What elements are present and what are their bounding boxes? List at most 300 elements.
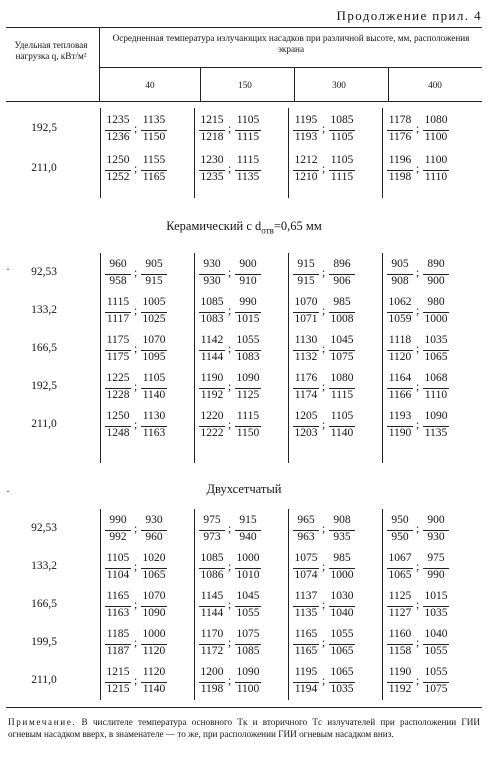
fraction-bar <box>293 350 319 351</box>
fraction-bar <box>293 170 319 171</box>
temperature-cell <box>195 296 265 328</box>
separator: ; <box>416 599 420 611</box>
primary-top-value: 930 <box>203 258 221 270</box>
separator: ; <box>134 305 138 317</box>
separator: ; <box>322 123 326 135</box>
temperature-cell <box>383 334 453 366</box>
separator: ; <box>228 381 232 393</box>
fraction-bar <box>423 312 449 313</box>
row-heat-load: 211,0 <box>31 674 57 686</box>
primary-bottom-value: 1165 <box>294 645 318 657</box>
column-group-title: Осредненная температура излучающих насадков при различной высоте, мм, расположения экрана <box>112 33 470 54</box>
temperature-cell <box>289 114 359 146</box>
primary-bottom-value: 958 <box>109 275 127 287</box>
primary-bottom-value: 930 <box>203 275 221 287</box>
primary-bottom-value: 1252 <box>106 171 130 183</box>
row-heat-load: 211,0 <box>31 162 57 174</box>
primary-bottom-value: 1222 <box>200 427 224 439</box>
row-heat-load: 199,5 <box>31 636 57 648</box>
primary-bottom-value: 1176 <box>388 131 412 143</box>
secondary-bottom-value: 900 <box>427 275 445 287</box>
fraction-bar <box>235 426 261 427</box>
secondary-bottom-value: 1040 <box>330 607 354 619</box>
primary-top-value: 1185 <box>106 628 130 640</box>
fraction-bar <box>423 274 449 275</box>
secondary-top-value: 990 <box>239 296 257 308</box>
fraction-bar <box>329 426 355 427</box>
secondary-bottom-value: 935 <box>333 531 351 543</box>
separator: ; <box>416 163 420 175</box>
separator: ; <box>134 599 138 611</box>
secondary-top-value: 900 <box>239 258 257 270</box>
fraction-bar <box>235 568 261 569</box>
secondary-bottom-value: 1105 <box>330 131 354 143</box>
row-heat-load: 166,5 <box>31 598 57 610</box>
secondary-bottom-value: 1100 <box>236 683 260 695</box>
secondary-bottom-value: 1015 <box>236 313 260 325</box>
fraction-bar <box>293 568 319 569</box>
fraction-bar <box>329 568 355 569</box>
secondary-top-value: 1115 <box>236 154 260 166</box>
fraction-bar <box>387 350 413 351</box>
fraction-bar <box>141 312 167 313</box>
temperature-cell <box>289 258 359 290</box>
header-col-divider <box>200 67 201 101</box>
footnote-text: В числителе температура основного Tк и вторичного Tс излучателей при расположении ГИИ огневым насадком вверх, в знаменателе — то же, при расположении ГИИ огневым насадком вниз. <box>8 717 480 739</box>
temperature-cell <box>101 114 171 146</box>
primary-top-value: 1235 <box>106 114 130 126</box>
temperature-cell <box>195 628 265 660</box>
primary-top-value: 960 <box>109 258 127 270</box>
fraction-bar <box>105 312 131 313</box>
primary-bottom-value: 1065 <box>388 569 412 581</box>
primary-top-value: 1195 <box>294 666 318 678</box>
primary-top-value: 1230 <box>200 154 224 166</box>
scan-mark: · <box>6 262 10 276</box>
fraction-bar <box>141 388 167 389</box>
secondary-top-value: 1090 <box>424 410 448 422</box>
row-heat-load: 92,53 <box>31 522 57 534</box>
separator: ; <box>416 123 420 135</box>
separator: ; <box>416 675 420 687</box>
primary-bottom-value: 1193 <box>294 131 318 143</box>
secondary-top-value: 896 <box>333 258 351 270</box>
fraction-bar <box>293 530 319 531</box>
primary-bottom-value: 1228 <box>106 389 130 401</box>
secondary-bottom-value: 960 <box>145 531 163 543</box>
primary-bottom-value: 1127 <box>388 607 412 619</box>
secondary-bottom-value: 1000 <box>330 569 354 581</box>
separator: ; <box>134 637 138 649</box>
primary-bottom-value: 1172 <box>200 645 224 657</box>
separator: ; <box>228 523 232 535</box>
fraction-bar <box>423 644 449 645</box>
primary-top-value: 1215 <box>106 666 130 678</box>
separator: ; <box>134 675 138 687</box>
primary-bottom-value: 950 <box>391 531 409 543</box>
temperature-cell <box>195 334 265 366</box>
secondary-top-value: 1105 <box>142 372 166 384</box>
fraction-bar <box>105 350 131 351</box>
temperature-cell <box>101 552 171 584</box>
secondary-bottom-value: 1000 <box>424 313 448 325</box>
secondary-top-value: 1070 <box>142 590 166 602</box>
primary-bottom-value: 1248 <box>106 427 130 439</box>
secondary-bottom-value: 1055 <box>424 645 448 657</box>
fraction-bar <box>141 130 167 131</box>
primary-top-value: 1142 <box>200 334 224 346</box>
separator: ; <box>416 267 420 279</box>
fraction-bar <box>199 170 225 171</box>
primary-top-value: 1125 <box>388 590 412 602</box>
separator: ; <box>322 343 326 355</box>
separator: ; <box>228 123 232 135</box>
temperature-cell <box>195 154 265 186</box>
temperature-cell <box>195 410 265 442</box>
temperature-cell <box>289 410 359 442</box>
temperature-cell <box>101 372 171 404</box>
primary-bottom-value: 1158 <box>388 645 412 657</box>
primary-bottom-value: 1144 <box>200 351 224 363</box>
primary-top-value: 1250 <box>106 410 130 422</box>
secondary-top-value: 1015 <box>424 590 448 602</box>
fraction-bar <box>141 426 167 427</box>
primary-top-value: 1200 <box>200 666 224 678</box>
fraction-bar <box>105 682 131 683</box>
secondary-top-value: 930 <box>145 514 163 526</box>
fraction-bar <box>199 530 225 531</box>
primary-bottom-value: 1203 <box>294 427 318 439</box>
fraction-bar <box>329 644 355 645</box>
fraction-bar <box>423 426 449 427</box>
separator: ; <box>134 523 138 535</box>
secondary-bottom-value: 1100 <box>424 131 448 143</box>
temperature-cell <box>195 114 265 146</box>
fraction-bar <box>423 388 449 389</box>
fraction-bar <box>293 644 319 645</box>
secondary-top-value: 1090 <box>236 372 260 384</box>
fraction-bar <box>105 274 131 275</box>
fraction-bar <box>387 130 413 131</box>
fraction-bar <box>329 388 355 389</box>
secondary-top-value: 1065 <box>330 666 354 678</box>
secondary-top-value: 980 <box>427 296 445 308</box>
separator: ; <box>416 561 420 573</box>
secondary-top-value: 908 <box>333 514 351 526</box>
primary-top-value: 950 <box>391 514 409 526</box>
fraction-bar <box>199 388 225 389</box>
fraction-bar <box>199 350 225 351</box>
primary-bottom-value: 1071 <box>294 313 318 325</box>
fraction-bar <box>329 606 355 607</box>
row-heat-load: 211,0 <box>31 418 57 430</box>
fraction-bar <box>423 350 449 351</box>
primary-bottom-value: 1218 <box>200 131 224 143</box>
secondary-bottom-value: 1055 <box>236 607 260 619</box>
primary-top-value: 1118 <box>388 334 412 346</box>
fraction-bar <box>235 682 261 683</box>
primary-top-value: 1170 <box>200 628 224 640</box>
secondary-bottom-value: 1115 <box>236 131 260 143</box>
secondary-top-value: 1055 <box>330 628 354 640</box>
separator: ; <box>322 163 326 175</box>
secondary-bottom-value: 930 <box>427 531 445 543</box>
fraction-bar <box>235 274 261 275</box>
primary-top-value: 1165 <box>106 590 130 602</box>
row-heat-load: 192,5 <box>31 380 57 392</box>
primary-top-value: 1164 <box>388 372 412 384</box>
fraction-bar <box>293 388 319 389</box>
primary-bottom-value: 908 <box>391 275 409 287</box>
separator: ; <box>322 267 326 279</box>
header-mid-rule <box>100 67 482 68</box>
separator: ; <box>134 267 138 279</box>
fraction-bar <box>329 130 355 131</box>
secondary-top-value: 1020 <box>142 552 166 564</box>
secondary-bottom-value: 1075 <box>330 351 354 363</box>
secondary-top-value: 1000 <box>142 628 166 640</box>
primary-top-value: 1212 <box>294 154 318 166</box>
separator: ; <box>134 381 138 393</box>
fraction-bar <box>199 426 225 427</box>
primary-bottom-value: 1192 <box>200 389 224 401</box>
primary-bottom-value: 1132 <box>294 351 318 363</box>
fraction-bar <box>387 170 413 171</box>
temperature-cell <box>195 590 265 622</box>
fraction-bar <box>329 350 355 351</box>
primary-top-value: 1115 <box>106 296 130 308</box>
primary-bottom-value: 1135 <box>294 607 318 619</box>
fraction-bar <box>387 644 413 645</box>
secondary-top-value: 1155 <box>142 154 166 166</box>
secondary-top-value: 1130 <box>142 410 166 422</box>
footnote <box>8 716 480 740</box>
primary-top-value: 1176 <box>294 372 318 384</box>
secondary-top-value: 1070 <box>142 334 166 346</box>
temperature-cell <box>289 552 359 584</box>
separator: ; <box>134 561 138 573</box>
separator: ; <box>228 343 232 355</box>
primary-bottom-value: 1215 <box>106 683 130 695</box>
fraction-bar <box>105 568 131 569</box>
secondary-top-value: 975 <box>427 552 445 564</box>
temperature-cell <box>383 552 453 584</box>
secondary-top-value: 1080 <box>330 372 354 384</box>
primary-top-value: 1193 <box>388 410 412 422</box>
primary-bottom-value: 1198 <box>200 683 224 695</box>
fraction-bar <box>423 170 449 171</box>
fraction-bar <box>387 568 413 569</box>
temperature-cell <box>289 514 359 546</box>
temperature-cell <box>383 666 453 698</box>
primary-bottom-value: 1086 <box>200 569 224 581</box>
separator: ; <box>134 123 138 135</box>
row-heat-load: 192,5 <box>31 122 57 134</box>
fraction-bar <box>199 644 225 645</box>
header-bottom-rule <box>6 101 482 102</box>
temperature-cell <box>195 666 265 698</box>
primary-bottom-value: 1175 <box>106 351 130 363</box>
secondary-bottom-value: 1115 <box>330 389 354 401</box>
secondary-bottom-value: 1120 <box>142 645 166 657</box>
primary-bottom-value: 1120 <box>388 351 412 363</box>
secondary-bottom-value: 940 <box>239 531 257 543</box>
separator: ; <box>416 381 420 393</box>
secondary-bottom-value: 1135 <box>236 171 260 183</box>
fraction-bar <box>199 568 225 569</box>
fraction-bar <box>141 606 167 607</box>
primary-bottom-value: 1074 <box>294 569 318 581</box>
fraction-bar <box>293 312 319 313</box>
fraction-bar <box>235 606 261 607</box>
primary-bottom-value: 1187 <box>106 645 130 657</box>
primary-top-value: 1250 <box>106 154 130 166</box>
primary-bottom-value: 963 <box>297 531 315 543</box>
secondary-top-value: 1090 <box>236 666 260 678</box>
separator: ; <box>134 419 138 431</box>
secondary-bottom-value: 1110 <box>424 171 448 183</box>
row-heat-load: 92,53 <box>31 266 57 278</box>
secondary-top-value: 1105 <box>330 154 354 166</box>
fraction-bar <box>141 644 167 645</box>
temperature-cell <box>289 666 359 698</box>
fraction-bar <box>105 606 131 607</box>
secondary-bottom-value: 1065 <box>330 645 354 657</box>
fraction-bar <box>105 388 131 389</box>
separator: ; <box>322 305 326 317</box>
fraction-bar <box>387 530 413 531</box>
secondary-bottom-value: 1008 <box>330 313 354 325</box>
secondary-bottom-value: 1010 <box>236 569 260 581</box>
secondary-top-value: 1055 <box>236 334 260 346</box>
column-header: 40 <box>145 80 155 90</box>
secondary-bottom-value: 1140 <box>142 389 166 401</box>
fraction-bar <box>387 274 413 275</box>
section-title-double-mesh: Двухсетчатый <box>206 482 282 496</box>
primary-top-value: 1075 <box>294 552 318 564</box>
secondary-bottom-value: 1140 <box>142 683 166 695</box>
primary-top-value: 1225 <box>106 372 130 384</box>
fraction-bar <box>199 312 225 313</box>
primary-top-value: 1215 <box>200 114 224 126</box>
separator: ; <box>228 599 232 611</box>
fraction-bar <box>105 170 131 171</box>
secondary-bottom-value: 1035 <box>424 607 448 619</box>
secondary-bottom-value: 910 <box>239 275 257 287</box>
fraction-bar <box>329 530 355 531</box>
fraction-bar <box>293 682 319 683</box>
fraction-bar <box>235 644 261 645</box>
secondary-bottom-value: 915 <box>145 275 163 287</box>
temperature-cell <box>383 296 453 328</box>
secondary-bottom-value: 1163 <box>142 427 166 439</box>
primary-top-value: 1205 <box>294 410 318 422</box>
fraction-bar <box>423 130 449 131</box>
separator: ; <box>416 305 420 317</box>
secondary-bottom-value: 906 <box>333 275 351 287</box>
header-col-divider <box>388 67 389 101</box>
fraction-bar <box>423 530 449 531</box>
fraction-bar <box>329 312 355 313</box>
secondary-top-value: 1005 <box>142 296 166 308</box>
secondary-top-value: 1045 <box>330 334 354 346</box>
primary-top-value: 1137 <box>294 590 318 602</box>
fraction-bar <box>387 606 413 607</box>
primary-bottom-value: 1174 <box>294 389 318 401</box>
secondary-bottom-value: 1115 <box>330 171 354 183</box>
temperature-cell <box>101 334 171 366</box>
column-header: 400 <box>428 80 442 90</box>
secondary-bottom-value: 1125 <box>236 389 260 401</box>
temperature-cell <box>289 334 359 366</box>
fraction-bar <box>141 274 167 275</box>
secondary-top-value: 915 <box>239 514 257 526</box>
row-heat-load: 133,2 <box>31 304 57 316</box>
separator: ; <box>228 561 232 573</box>
primary-top-value: 1067 <box>388 552 412 564</box>
secondary-top-value: 1068 <box>424 372 448 384</box>
fraction-bar <box>329 170 355 171</box>
fraction-bar <box>329 274 355 275</box>
fraction-bar <box>105 130 131 131</box>
fraction-bar <box>423 682 449 683</box>
fraction-bar <box>141 350 167 351</box>
secondary-top-value: 985 <box>333 296 351 308</box>
secondary-bottom-value: 1150 <box>236 427 260 439</box>
separator: ; <box>134 163 138 175</box>
primary-top-value: 1195 <box>294 114 318 126</box>
secondary-bottom-value: 1065 <box>424 351 448 363</box>
primary-bottom-value: 1117 <box>106 313 130 325</box>
fraction-bar <box>293 426 319 427</box>
primary-bottom-value: 1192 <box>388 683 412 695</box>
header-col-divider <box>294 67 295 101</box>
temperature-cell <box>101 514 171 546</box>
temperature-cell <box>383 114 453 146</box>
separator: ; <box>322 419 326 431</box>
fraction-bar <box>199 682 225 683</box>
separator: ; <box>322 523 326 535</box>
separator: ; <box>416 523 420 535</box>
temperature-cell <box>195 514 265 546</box>
secondary-bottom-value: 1083 <box>236 351 260 363</box>
primary-top-value: 975 <box>203 514 221 526</box>
primary-top-value: 1220 <box>200 410 224 422</box>
primary-top-value: 1062 <box>388 296 412 308</box>
running-head: Продолжение прил. 4 <box>336 8 482 23</box>
primary-top-value: 1130 <box>294 334 318 346</box>
column-header: 150 <box>238 80 252 90</box>
primary-top-value: 1070 <box>294 296 318 308</box>
secondary-bottom-value: 1165 <box>142 171 166 183</box>
primary-bottom-value: 1194 <box>294 683 318 695</box>
separator: ; <box>322 599 326 611</box>
secondary-top-value: 1100 <box>424 154 448 166</box>
fraction-bar <box>199 606 225 607</box>
fraction-bar <box>199 130 225 131</box>
secondary-bottom-value: 990 <box>427 569 445 581</box>
temperature-cell <box>101 296 171 328</box>
primary-top-value: 915 <box>297 258 315 270</box>
temperature-cell <box>101 154 171 186</box>
secondary-bottom-value: 1095 <box>142 351 166 363</box>
fraction-bar <box>105 644 131 645</box>
secondary-top-value: 1035 <box>424 334 448 346</box>
fraction-bar <box>387 312 413 313</box>
secondary-top-value: 1080 <box>424 114 448 126</box>
fraction-bar <box>423 606 449 607</box>
secondary-bottom-value: 1065 <box>142 569 166 581</box>
